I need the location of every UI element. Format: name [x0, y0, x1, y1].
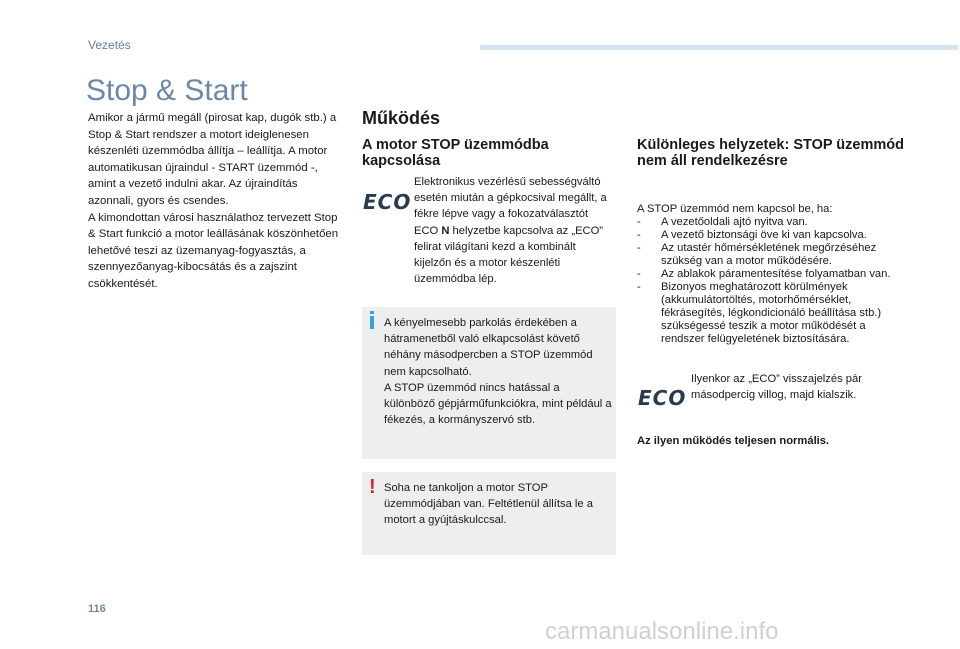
section-label: Vezetés: [88, 38, 131, 52]
list-item: - A vezető biztonsági öve ki van kapcsolva.: [637, 229, 867, 241]
list-item: - Az utastér hőmérsékletének megőrzéséhez szükség van a motor működésére.: [637, 242, 877, 267]
info-icon-bar: [370, 316, 374, 329]
warning-icon: !: [369, 476, 376, 498]
intro-paragraph: Amikor a jármű megáll (pirosat kap, dugók stb.) a Stop & Start rendszer a motort ideiglenesen készenléti üzemmódba állítja – leállítja. A motor automatikusan újraindul - START üzemmód -, amint a vezető indulni akar. Az újraindítás azonnali, gyors és csendes.: [88, 112, 337, 207]
eco-icon: ECO: [638, 386, 687, 410]
list-item: - A vezetőoldali ajtó nyitva van.: [637, 216, 808, 228]
info-icon: [370, 311, 374, 314]
eco-flash-text: Ilyenkor az „ECO” visszajelzés pár másodpercig villog, majd kialszik.: [691, 373, 862, 402]
header-bar: [480, 45, 958, 50]
conditions-intro: A STOP üzemmód nem kapcsol be, ha:: [637, 203, 833, 215]
intro-paragraph: A kimondottan városi használathoz tervezett Stop & Start funkció a motor leállásának köszönhetően lehetővé teszi az üzemanyag-fogyasztás, a szennyezőanyag-kibocsátás és a zajszint csökkentését.: [88, 211, 339, 290]
page-number: 116: [88, 603, 106, 615]
page-title: Stop & Start: [86, 74, 248, 107]
warning-box-text: Soha ne tankoljon a motor STOP üzemmódjában van. Feltétlenül állítsa le a motort a gyújtáskulccsal.: [384, 482, 593, 527]
normal-operation-note: Az ilyen működés teljesen normális.: [637, 435, 830, 447]
list-item: - Bizonyos meghatározott körülmények (akkumulátortöltés, motorhőmérséklet, fékrásegítés, légkondicionáló beállítása stb.) szükségessé teszik a motor működését a rendszer felügyeletének biztosítására.: [637, 281, 882, 345]
eco-description: Elektronikus vezérlésű sebességváltó esetén miután a gépkocsival megállt, a fékre lépve vagy a fokozatválasztót ECO N helyzetbe kapcsolva az „ECO” felirat világítani kezd a kombinált kijelzőn és a motor készenléti üzemmódba lép.: [414, 176, 607, 286]
warning-box: [362, 472, 616, 555]
gear-n-label: N: [441, 224, 450, 237]
main-heading: Működés: [362, 108, 441, 128]
conditions-list: [637, 216, 907, 346]
info-box-text: A kényelmesebb parkolás érdekében a hátramenetből való elkapcsolást követő néhány másodpercben a STOP üzemmód nem kapcsolható. A STOP üzemmód nincs hatással a különböző gépjárműfunkciókra, mint például a fékezés, a kormányszervó stb.: [384, 317, 612, 427]
section-heading-special-situations: Különleges helyzetek: STOP üzemmód nem áll rendelkezésre: [637, 137, 904, 169]
eco-icon: ECO: [363, 190, 412, 214]
info-box: [362, 307, 616, 459]
section-heading-stop-mode: A motor STOP üzemmódba kapcsolása: [362, 137, 549, 169]
watermark: carmanualsonline.info: [545, 618, 779, 645]
intro-text: [88, 110, 346, 293]
list-item: - Az ablakok páramentesítése folyamatban van.: [637, 268, 891, 280]
